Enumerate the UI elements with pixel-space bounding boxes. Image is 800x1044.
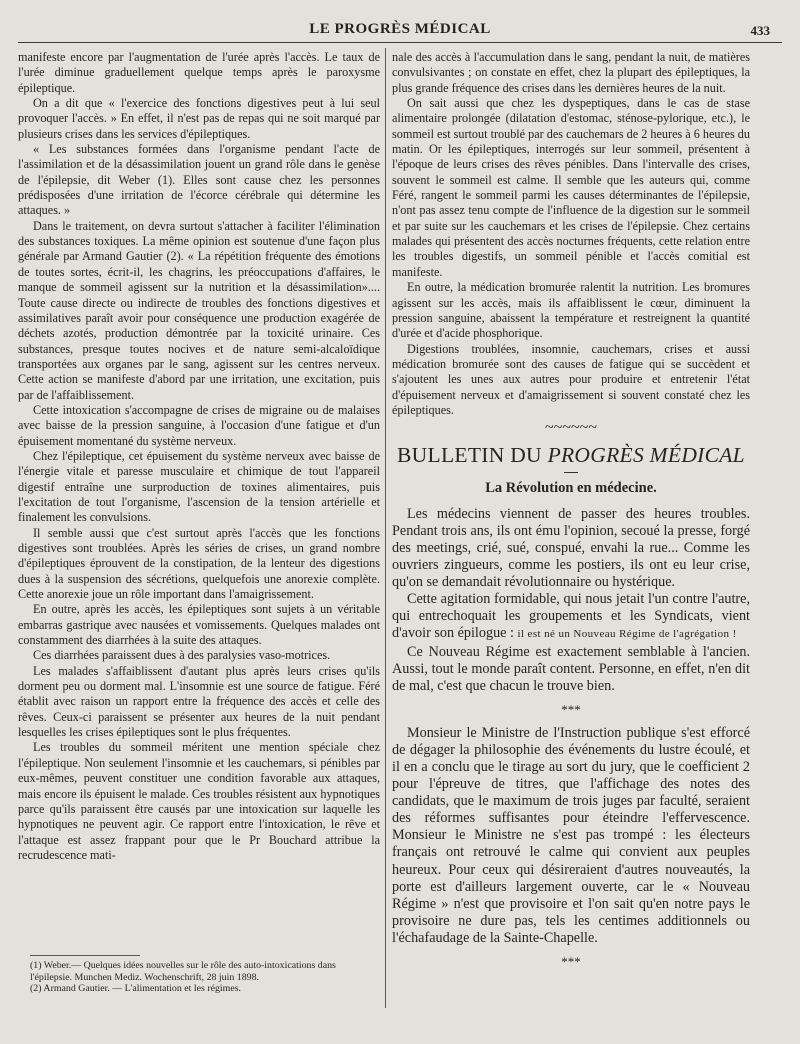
running-title: LE PROGRÈS MÉDICAL bbox=[309, 21, 491, 37]
footnote: (1) Weber.— Quelques idées nouvelles sur le rôle des auto-intoxications dans l'épilepsie. Munchen Mediz. Wochenschrift, 28 juin 1898. bbox=[30, 960, 336, 983]
left-column bbox=[18, 50, 380, 863]
asterism: *** bbox=[561, 701, 581, 717]
article-title: La Révolution en médecine. bbox=[485, 480, 657, 497]
paragraph: Digestions troublées, insomnie, cauchemars, crises et aussi médication bromurée sont des causes de fatigue qui se succèdent et s'ajoutent les unes aux autres pour produire et entretenir l'état d'épuisement nerveux et d'amaigrissement si souvent constaté chez les épileptiques. bbox=[392, 341, 750, 417]
asterism: *** bbox=[561, 954, 581, 970]
footnotes bbox=[18, 955, 380, 995]
bulletin-body bbox=[392, 506, 750, 968]
small-caps-phrase: il est né un Nouveau Régime de l'agrégation ! bbox=[517, 628, 737, 641]
paragraph: nale des accès à l'accumulation dans le sang, pendant la nuit, de matières convulsivantes ; on constate en effet, chez la plupart des épileptiques, la plus grande fréquence des crises dans les dernières heures de la nuit. bbox=[392, 50, 750, 95]
paragraph: En outre, la médication bromurée ralentit la nutrition. Les bromures agissent sur les accès, mais ils affaiblissent le cœur, diminuent la pression sanguine, abaissent la température et restreignent la quantité d'urée et d'acide phosphorique. bbox=[392, 280, 750, 341]
paragraph-text: Cette agitation formidable, qui nous jetait l'un contre l'autre, qui entrechoquait les groupements et les Syndicats, vient d'avoir son épilogue : bbox=[392, 591, 750, 642]
page-number: 433 bbox=[750, 23, 770, 38]
paragraph: On a dit que « l'exercice des fonctions digestives peut à lui seul provoquer l'accès. » En effet, il n'est pas de repas qui ne soit marqué par plusieurs crises dans les services d'épileptiques. bbox=[18, 96, 380, 141]
paragraph: Chez l'épileptique, cet épuisement du système nerveux avec baisse de l'énergie vitale et paresse musculaire et chimique de tout l'appareil digestif entraîne une surproduction de toxines alimentaires, puis l'excitation de tout l'organisme, l'ascension de la tension artérielle et finalement les convulsions. bbox=[18, 448, 380, 525]
paragraph: Il semble aussi que c'est surtout après l'accès que les fonctions digestives sont troublées. Après les séries de crises, un grand nombre d'épileptiques éprouvent de la constipation, de la lenteur des digestions dues à la suspension des sécrétions, quelquefois une anorexie complète. Cette anorexie joue un rôle important dans l'amaigrissement. bbox=[18, 525, 380, 602]
title-rule bbox=[564, 472, 578, 473]
page-header bbox=[18, 18, 782, 43]
footnote: (2) Armand Gautier. — L'alimentation et les régimes. bbox=[30, 983, 242, 994]
bulletin-title-italic: PROGRÈS MÉDICAL bbox=[547, 443, 745, 468]
paragraph bbox=[392, 591, 750, 643]
paragraph: Ces diarrhées paraissent dues à des paralysies vaso-motrices. bbox=[33, 648, 331, 663]
paragraph: Dans le traitement, on devra surtout s'attacher à faciliter l'élimination des substances toxiques. La même opinion est soutenue d'une façon plus générale par Armand Gautier (2). « La répétition fréquente des émotions de toutes sortes, écrit-il, les chagrins, les préoccupations d'affaires, le manque de sommeil agissent sur la nutrition et la désassimilation».... Toute cause directe ou indirecte de troubles des fonctions digestives et assimilatives paraît avoir pour conséquence une production exagérée de déchets azotés, production démontrée par la toxicité urinaire. Ces substances, presque toutes nocives et de nature semi-alcaloïdique transportées aux organes par le sang, agissent sur les centres nerveux. Cette action se manifeste d'abord par une irritation, une excitation, puis par de l'affaiblissement. bbox=[18, 218, 380, 402]
paragraph: Les troubles du sommeil méritent une mention spéciale chez l'épileptique. Non seulement l'insomnie et les cauchemars, si pénibles par eux-mêmes, peuvent constituer une condition favorable aux attaques, mais encore ils épuisent le malade. Ces troubles résistent aux hypnotiques parce qu'ils paraissent être causés par une intoxication sur laquelle les hypnotiques ne peuvent agir. Ce rapport entre l'intoxication, le rêve et l'attaque est assez frappant pour que le Pr Bouchard attribue la recrudescence mati- bbox=[18, 740, 380, 862]
bulletin-title-prefix: BULLETIN DU bbox=[397, 443, 542, 468]
paragraph: « Les substances formées dans l'organisme pendant l'acte de l'assimilation et de la désassimilation jouent un grand rôle dans le genèse de l'épilepsie, dit Weber (1). Elles sont cause chez les personnes prédisposées d'une irritation de l'écorce cérébrale qui détermine les attaques. » bbox=[18, 142, 380, 218]
column-divider bbox=[385, 48, 386, 1008]
paragraph: On sait aussi que chez les dyspeptiques, dans le cas de stase alimentaire prolongée (dilatation d'estomac, sténose-pylorique, etc.), le sommeil est surtout troublé par des cauchemars de 2 heures à 6 heures du matin. Or les épileptiques, interrogés sur leur sommeil, présentent à l'époque de leurs crises des rêves pénibles. Dans l'intervalle des crises, souvent le sommeil est calme. Il semble que les auteurs qui, comme Féré, rangent le sommeil parmi les causes déterminantes de l'épilepsie, n'ont pas assez tenu compte de l'influence de la digestion sur le sommeil et par suite sur les cauchemars et les crises de l'épilepsie. Chez certains malades qui présentent des accès nocturnes fréquents, cette relation entre les troubles digestifs, un sommeil pénible et l'accès comitial est manifeste. bbox=[392, 96, 750, 279]
paragraph: Les médecins viennent de passer des heures troubles. Pendant trois ans, ils ont ému l'opinion, secoué la presse, forgé des meetings, crié, sué, conspué, envahi la rue... Comme les ouvriers zingueurs, comme les postiers, ils ont eu leur crise, qu'on se demandait révolutionnaire ou hystérique. bbox=[392, 505, 750, 591]
paragraph: En outre, après les accès, les épileptiques sont sujets à un véritable embarras gastrique avec nausées et vomissements. Quelques malades ont constamment des diarrhées à la suite des attaques. bbox=[18, 602, 380, 648]
paragraph: Les malades s'affaiblissent d'autant plus après leurs crises qu'ils dorment peu ou dorment mal. L'insomnie est une source de fatigue. Féré établit avec raison un rapport entre la fréquence des accès et celle des rêves. Ceux-ci paraissent se présenter aux heures de la nuit pendant lesquelles les crises épileptiques sont le plus fréquentes. bbox=[18, 663, 380, 740]
paragraph: Monsieur le Ministre de l'Instruction publique s'est efforcé de dégager la philosophie des événements du lustre écoulé, et il en a conclu que le tirage au sort du jury, que le coefficient 2 pour l'épreuve de titres, que l'affichage des notes des candidats, que le maximum de trois juges par faculté, seraient des réformes suffisantes pour éteindre l'effervescence. Monsieur le Ministre ne s'est pas trompé : les électeurs français ont retrouvé le calme qui convient aux peuples heureux. Pour ceux qui désireraient d'autres nouveautés, la porte est d'ailleurs largement ouverte, car le « Nouveau Régime » n'est que provisoire et l'on sait qu'en notre pays le provisoire ne dure pas, tels les centimes additionnels ou l'échafaudage de la Sainte-Chapelle. bbox=[392, 724, 750, 946]
right-column bbox=[392, 50, 750, 977]
footnote-rule bbox=[30, 955, 140, 956]
section-ornament: ~~~~~~ bbox=[545, 419, 597, 437]
paragraph: manifeste encore par l'augmentation de l'urée après l'accès. Le taux de l'urée diminue graduellement quelque temps après le paroxysme épileptique. bbox=[18, 50, 380, 95]
paragraph: Ce Nouveau Régime est exactement semblable à l'ancien. Aussi, tout le monde paraît content. Personne, en effet, n'en dit de mal, c'est que chacun le trouve bien. bbox=[392, 643, 750, 694]
bulletin-title bbox=[392, 442, 750, 468]
paragraph: Cette intoxication s'accompagne de crises de migraine ou de malaises avec baisse de la pression sanguine, à l'occasion d'une fatigue et d'un épuisement momentané du système nerveux. bbox=[18, 402, 380, 448]
